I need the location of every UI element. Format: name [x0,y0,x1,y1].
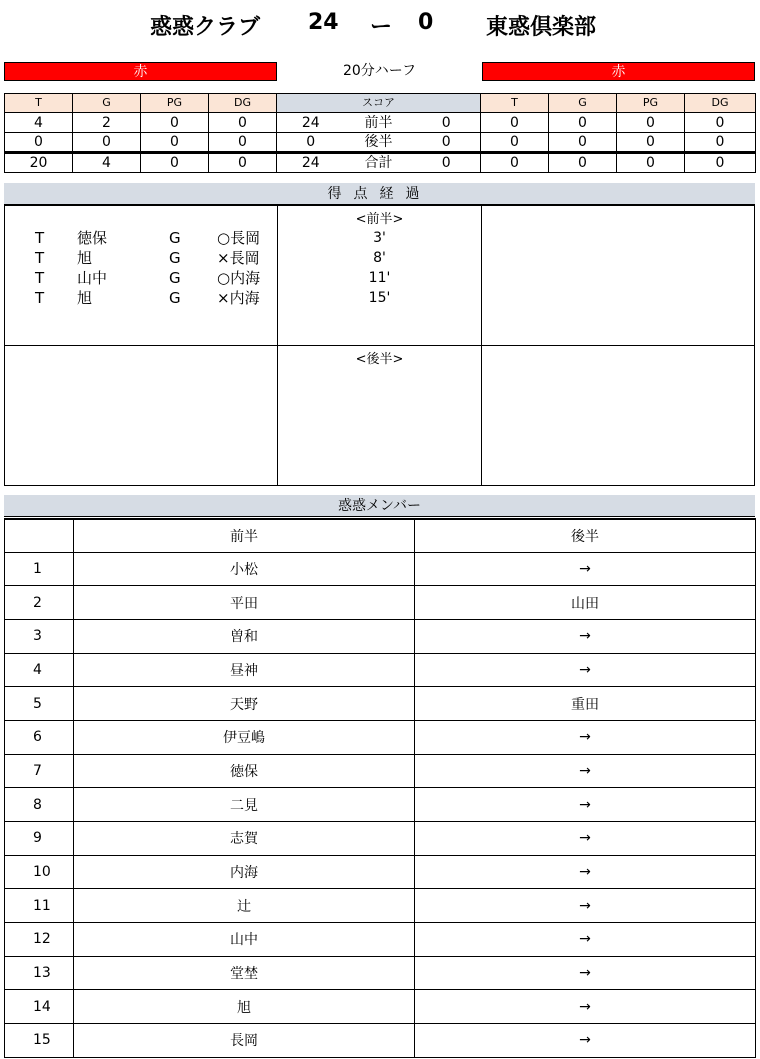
cell: 0 [685,153,756,173]
col-header: PG [141,94,209,113]
cell: 2 [73,113,141,133]
second-half-header: 後半 [415,519,756,552]
scoring-progress-header: 得点経過 [4,183,755,205]
member-number: 7 [5,754,74,788]
member-first-half: 昼神 [74,653,415,687]
col-header: G [73,94,141,113]
cell: 0 [685,133,756,153]
member-number: 15 [5,1024,74,1058]
event-kicker: ×内海 [217,289,260,307]
member-second-half: → [415,855,756,889]
match-title [0,6,760,42]
cell: 24 [277,153,345,173]
first-half-away-events [481,205,755,346]
cell: 0 [481,153,549,173]
cell: 0 [141,133,209,153]
cell: 0 [481,113,549,133]
member-first-half: 伊豆嶋 [74,720,415,754]
cell: 0 [549,113,617,133]
member-number: 2 [5,586,74,620]
members-header: 惑惑メンバー [4,495,755,517]
second-half-home-events [4,345,278,486]
member-row [5,990,756,1024]
away-jersey-color: 赤 [482,62,755,81]
member-row [5,822,756,856]
row-label: 合計 [345,153,413,173]
scoreboard-table [4,93,756,173]
member-first-half: 天野 [74,687,415,721]
member-first-half: 辻 [74,889,415,923]
cell: 0 [685,113,756,133]
member-row [5,687,756,721]
member-row [5,619,756,653]
event-time: 11' [368,270,391,286]
member-first-half: 徳保 [74,754,415,788]
first-half-times [277,205,482,346]
member-number: 13 [5,956,74,990]
members-column-header [5,519,756,552]
member-first-half: 志賀 [74,822,415,856]
score-separator: ー [370,15,393,40]
member-row [5,754,756,788]
member-row [5,889,756,923]
member-number: 14 [5,990,74,1024]
first-half-header: 前半 [74,519,415,552]
cell: 4 [73,153,141,173]
cell: 0 [549,133,617,153]
event-time: 3' [373,230,386,246]
cell: 20 [5,153,73,173]
cell: 0 [549,153,617,173]
event-kicker: ×長岡 [217,249,260,267]
member-number: 4 [5,653,74,687]
member-second-half: → [415,720,756,754]
cell: 0 [209,113,277,133]
cell: 0 [209,133,277,153]
second-half-times [277,345,482,486]
event-player: 山中 [77,269,108,287]
cell: 0 [141,113,209,133]
home-jersey-color: 赤 [4,62,277,81]
member-second-half: → [415,956,756,990]
member-second-half: → [415,653,756,687]
member-number: 11 [5,889,74,923]
first-half-label: <前半> [355,212,404,227]
member-first-half: 二見 [74,788,415,822]
event-player: 徳保 [77,229,108,247]
members-table [4,518,756,1058]
member-second-half: 重田 [415,687,756,721]
event-time: 8' [373,250,386,266]
cell: 0 [277,133,345,153]
member-first-half: 長岡 [74,1024,415,1058]
cell: 0 [209,153,277,173]
cell: 0 [481,133,549,153]
member-second-half: → [415,923,756,957]
away-score: 0 [418,10,434,35]
member-first-half: 山中 [74,923,415,957]
member-second-half: → [415,552,756,586]
member-first-half: 旭 [74,990,415,1024]
event-goal: G [169,229,181,247]
member-second-half: → [415,619,756,653]
member-number: 3 [5,619,74,653]
member-second-half: → [415,822,756,856]
scoreboard-row-second-half [5,133,756,153]
col-header: DG [209,94,277,113]
member-second-half: → [415,788,756,822]
member-row [5,855,756,889]
member-number: 5 [5,687,74,721]
first-half-home-events [4,205,278,346]
col-header: DG [685,94,756,113]
col-header: T [481,94,549,113]
cell: 0 [141,153,209,173]
member-second-half: 山田 [415,586,756,620]
member-second-half: → [415,990,756,1024]
event-time: 15' [368,290,391,306]
event-type: T [35,229,45,247]
event-kicker: ○長岡 [217,229,261,247]
member-number: 6 [5,720,74,754]
col-header: T [5,94,73,113]
member-first-half: 堂埜 [74,956,415,990]
member-row [5,1024,756,1058]
event-type: T [35,249,45,267]
event-goal: G [169,269,181,287]
scoreboard-row-first-half [5,113,756,133]
member-second-half: → [415,889,756,923]
member-number: 9 [5,822,74,856]
home-team-name: 惑惑クラブ [150,15,261,40]
member-second-half: → [415,1024,756,1058]
cell: 0 [73,133,141,153]
cell: 0 [617,133,685,153]
event-player: 旭 [77,249,93,267]
cell: 0 [413,153,481,173]
cell: 0 [617,113,685,133]
scoreboard-header [5,94,756,113]
cell: 0 [617,153,685,173]
member-row [5,552,756,586]
row-label: 後半 [345,133,413,153]
member-number: 1 [5,552,74,586]
col-header: PG [617,94,685,113]
cell: 0 [413,113,481,133]
row-label: 前半 [345,113,413,133]
member-first-half: 小松 [74,552,415,586]
event-type: T [35,289,45,307]
event-type: T [35,269,45,287]
home-score: 24 [308,10,339,35]
match-format: 20分ハーフ [342,63,417,79]
second-half-away-events [481,345,755,486]
scoreboard-row-total [5,153,756,173]
member-number: 12 [5,923,74,957]
cell: 0 [5,133,73,153]
member-second-half: → [415,754,756,788]
member-first-half: 曽和 [74,619,415,653]
event-kicker: ○内海 [217,269,261,287]
member-number: 8 [5,788,74,822]
second-half-label: <後半> [355,352,404,367]
member-first-half: 内海 [74,855,415,889]
no-header [5,519,74,552]
col-header: G [549,94,617,113]
event-player: 旭 [77,289,93,307]
event-goal: G [169,289,181,307]
member-row [5,956,756,990]
cell: 4 [5,113,73,133]
event-goal: G [169,249,181,267]
cell: 24 [277,113,345,133]
member-row [5,586,756,620]
away-team-name: 東惑倶楽部 [486,15,597,40]
member-first-half: 平田 [74,586,415,620]
member-row [5,653,756,687]
member-row [5,788,756,822]
cell: 0 [413,133,481,153]
member-row [5,720,756,754]
member-row [5,923,756,957]
score-header: スコア [277,94,481,113]
member-number: 10 [5,855,74,889]
